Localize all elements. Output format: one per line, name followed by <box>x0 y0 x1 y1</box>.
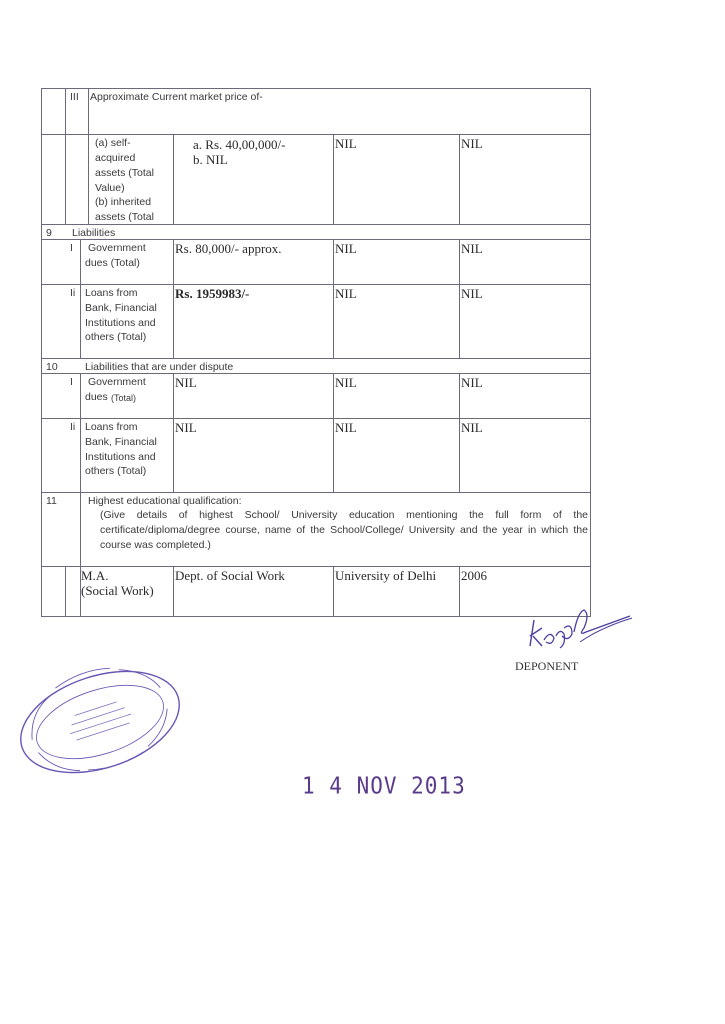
desc-line: others (Total) <box>85 465 147 477</box>
cell-value: NIL <box>175 420 197 435</box>
desc-line: dues <box>85 391 108 403</box>
assets-desc-line: (a) self- <box>95 137 131 149</box>
assets-desc-line: acquired <box>95 152 136 164</box>
row-label: Approximate Current market price of- <box>90 91 263 103</box>
assets-desc-line: Value) <box>95 182 125 194</box>
cell-value: NIL <box>335 241 357 256</box>
desc-line: others (Total) <box>85 331 147 343</box>
university-value: University of Delhi <box>335 568 437 583</box>
inherited-value: b. NIL <box>193 152 228 167</box>
row-number: 10 <box>46 361 58 373</box>
cell-value: Rs. 80,000/- approx. <box>175 241 282 256</box>
desc-line: Loans from <box>85 421 138 433</box>
desc-line: Institutions and <box>85 317 156 329</box>
desc-line: Loans from <box>85 287 138 299</box>
self-acquired-value: a. Rs. 40,00,000/- <box>193 137 286 152</box>
row-number: 9 <box>46 227 52 239</box>
degree-line: M.A. <box>81 568 109 583</box>
cell-value: NIL <box>461 241 483 256</box>
row-number: I <box>70 242 73 254</box>
row-number: 11 <box>46 495 57 507</box>
desc-line: Bank, Financial <box>85 436 157 448</box>
cell-value: NIL <box>461 136 483 151</box>
desc-line: Institutions and <box>85 451 156 463</box>
cell-value: NIL <box>461 375 483 390</box>
assets-desc-line: assets (Total <box>95 211 154 223</box>
desc-line: Bank, Financial <box>85 302 157 314</box>
section-label: Liabilities that are under dispute <box>85 361 234 373</box>
row-number: III <box>70 91 79 103</box>
deponent-label: DEPONENT <box>515 659 579 673</box>
desc-line: Government <box>88 376 146 388</box>
cell-value: NIL <box>335 136 357 151</box>
signature <box>520 598 640 658</box>
cell-value: NIL <box>461 420 483 435</box>
department-value: Dept. of Social Work <box>175 568 285 583</box>
year-value: 2006 <box>461 568 487 583</box>
desc-line-small: (Total) <box>111 393 137 403</box>
cell-value: NIL <box>175 375 197 390</box>
date-stamp: 1 4 NOV 2013 <box>302 772 466 799</box>
cell-value: Rs. 1959983/- <box>175 286 250 301</box>
qualification-instructions: (Give details of highest School/ University education mentioning the full form of the certificate/diploma/degree course, name of the School/College/ University and the year in which the course was completed.) <box>100 509 588 551</box>
assets-desc-line: (b) inherited <box>95 196 152 208</box>
assets-desc-line: assets (Total <box>95 167 154 179</box>
desc-line: dues (Total) <box>85 257 140 269</box>
cell-value: NIL <box>335 375 357 390</box>
row-number: Ii <box>70 421 76 433</box>
cell-value: NIL <box>461 286 483 301</box>
row-number: Ii <box>70 287 76 299</box>
cell-value: NIL <box>335 420 357 435</box>
cell-value: NIL <box>335 286 357 301</box>
desc-line: Government <box>88 242 146 254</box>
row-number: I <box>70 376 73 388</box>
section-label: Highest educational qualification: <box>88 495 242 507</box>
section-label: Liabilities <box>72 227 116 239</box>
degree-line: (Social Work) <box>81 583 154 598</box>
oath-commissioner-seal <box>10 660 190 785</box>
